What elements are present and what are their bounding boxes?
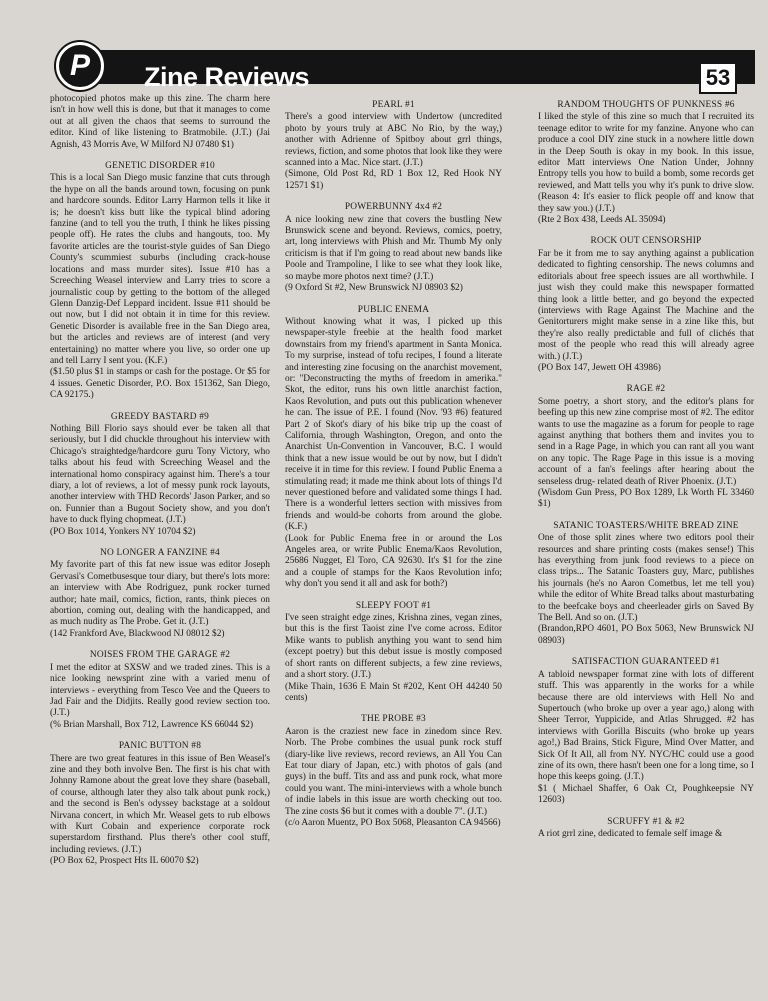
review-contact: $1 ( Michael Shaffer, 6 Oak Ct, Poughkeepsie NY 12603): [538, 783, 754, 806]
review-contact: (c/o Aaron Muentz, PO Box 5068, Pleasanton CA 94566): [285, 817, 501, 828]
review-entry: [50, 412, 270, 538]
review-title: RANDOM THOUGHTS OF PUNKNESS #6: [557, 100, 735, 110]
review-title: RAGE #2: [626, 384, 666, 395]
review-entry: [285, 714, 502, 829]
review-contact: (PO Box 1014, Yonkers NY 10704 $2): [50, 526, 196, 537]
review-entry: [50, 548, 270, 640]
review-entry: [538, 236, 754, 374]
review-title: SATISFACTION GUARANTEED #1: [571, 657, 721, 668]
review-title: GENETIC DISORDER #10: [105, 161, 215, 172]
section-title: Zine Reviews: [144, 62, 310, 92]
review-title: POWERBUNNY 4x4 #2: [344, 202, 443, 213]
review-entry: [538, 657, 754, 806]
column-1: [50, 94, 270, 878]
review-entry: [50, 741, 270, 867]
page-number: 53: [699, 62, 737, 94]
review-body: There are two great features in this issue of Ben Weasel's zine and they both involve Ben. The first is his chat with Johnny Ramone about the great love they share (baseball, of course, although later they also talk about punk rock,) and the second is Ben's odyssey backstage at a soldout Nirvana concert, in which Mr. Weasel gets to rub elbows with Kurt Cobain and experience corporate rock superstardom firsthand. Plus there's other cool stuff, including reviews. (J.T.): [50, 753, 270, 855]
review-entry: [538, 521, 754, 647]
review-title: SLEEPY FOOT #1: [355, 600, 432, 611]
review-entry: [285, 100, 502, 192]
review-body: There's a good interview with Undertow (uncredited photo by yours truly at ABC No Rio, by the way,) another with Adrienne of Spitboy about grrl things, reviews, fiction, and some photos that look like they were scanned into a Mac. Nice start. (J.T.): [285, 112, 502, 169]
review-contact: (PO Box 62, Prospect Hts IL 60070 $2): [50, 856, 199, 867]
review-body: Without knowing what it was, I picked up this newspaper-style freebie at the health food market downstairs from my friend's apartment in Santa Monica. To my surprise, instead of tofu recipes, I found a literate and interesting zine focusing on the anarchist movement, or: "Deconstructing the myths of freedom in amerika." Skot, the editor, runs his own little anarchist faction, Kaos Revolution, and puts out this publication whenever he can. The issue of P.E. I found (Nov. '93 #6) featured Part 2 of Skot's diary of his bike trip up the coast of California, through Washington, Oregon, and onto the Anarchist Un-Convention in Vancouver, B.C. I would think that a new issue would be out by now, but I didn't receive it in time for this review. I found Public Enema a stimulating read; it made me think about lots of things I'd never questioned before and validated some things I had. There is a wonderful letters section with missives from friends and would-be cohorts from around the globe. (K.F.): [285, 316, 502, 533]
review-body: A tabloid newspaper format zine with lots of different stuff. This was apparently in the works for a while because there are old interviews with Hell No and Supertouch (who broke up over a year ago,) along with Sheer Terror, Yuppicide, and Atlas Shrugged. #2 has interviews with Gorilla Biscuits (who broke up years ago!,) Bad Brains, Stick Figure, Mind Over Matter, and Sick Of It All, all from NY. NYC/HC could use a good zine of its own, there hasn't been one for a long time, so I hope this keeps going. (J.T.): [538, 669, 754, 783]
review-body: I liked the style of this zine so much that I recruited its teenage editor to write for my fanzine. Anyone who can produce a cool DIY zine stuck in a nowhere little down in the Deep South is okay in my book. In this issue, editor Matt interviews One Nation Under, Johnny Entropy tells you how to build a bomb, some records get reviewed, and Matt tells you why it's punk to drive slow. (Reason 4: It's easier to flick people off and know that they saw you.) (J.T.): [538, 112, 754, 214]
review-entry: [538, 817, 754, 841]
review-title: ROCK OUT CENSORSHIP: [590, 236, 702, 247]
review-body: My favorite part of this fat new issue was editor Joseph Gervasi's Cometbusesque tour diary, but there's lots more: an interview with Abe Rodriguez, punk rocker turned author; hate mail, comics, fiction, rants, think pieces on abortion, coming out, dealing with the handicapped, and as much nudity as The Probe. Get it. (J.T.): [50, 560, 270, 628]
review-entry: [285, 601, 502, 705]
review-contact: (Rte 2 Box 438, Leeds AL 35094): [538, 215, 666, 226]
review-entry: [50, 161, 270, 402]
review-contact: (PO Box 147, Jewett OH 43986): [538, 362, 661, 373]
review-body: I met the editor at SXSW and we traded zines. This is a nice looking newsprint zine with a varied menu of interviews - everything from Tesco Vee and the Queers to Jad Fair and the Didjits. Really good review section too. (J.T.): [50, 662, 270, 719]
review-body: Some poetry, a short story, and the editor's plans for beefing up this new zine comprise most of #2. The editor wants to use the magazine as a forum for people to rage against anything that bothers them and invites you to send in a Rage Page, in which you can rant all you want on any topic. The Rage Page in this issue is a moving account of a fan's feelings after hearing about the senseless drug- related death of River Phoenix. (J.T.): [538, 396, 754, 487]
review-entry: [285, 305, 502, 591]
review-entry: [538, 384, 754, 510]
review-title: NO LONGER A FANZINE #4: [100, 548, 220, 559]
review-body: Nothing Bill Florio says should ever be taken all that seriously, but I did chuckle throughout his interview with Chicago's straightedge/hardcore guru Tony Victory, who talks about his feud with Screeching Weasel and the international homo conspiracy against him. There's a tour diary, a lot of reviews, a lot of messy punk rock layouts, another interview with THD Records' Jason Parker, and so on. Funnier than a Bugout Society show, and you don't have to duck flying chopmeat. (J.T.): [50, 423, 270, 526]
review-title: THE PROBE #3: [361, 714, 426, 725]
review-body: One of those split zines where two editors pool their resources and share printing costs (makes sense!) This has everything from junk food reviews to a piece on class trips... The Satanic Toasters guy, Marc, publishes his journals (he's no Aaron Cometbus, let me tell you) while the editor of White Bread talks about masturbating to the beefcake boys and cheerleader girls on Saved By The Bell. And so on. (J.T.): [538, 533, 754, 624]
review-title: PEARL #1: [372, 100, 415, 110]
review-contact: (Mike Thain, 1636 E Main St #202, Kent OH 44240 50 cents): [285, 681, 502, 703]
review-title: NOISES FROM THE GARAGE #2: [89, 650, 231, 661]
review-title: SCRUFFY #1 & #2: [607, 816, 685, 827]
review-body: A nice looking new zine that covers the bustling New Brunswick scene and beyond. Reviews, comics, poetry, art, long interviews with Phish and Mr. Thumb My only criticism is that if I'm going to read about new bands like Poole and Trampoline, I like to see what they look like, so maybe more photos next time? (J.T.): [285, 214, 502, 282]
review-title: GREEDY BASTARD #9: [110, 411, 210, 422]
review-entry: [285, 202, 502, 294]
review-title: SATANIC TOASTERS/WHITE BREAD ZINE: [553, 520, 739, 531]
review-contact: (9 Oxford St #2, New Brunswick NJ 08903 $2): [285, 283, 463, 294]
review-contact: (142 Frankford Ave, Blackwood NJ 08012 $2): [50, 628, 225, 639]
review-title: PANIC BUTTON #8: [118, 741, 202, 752]
review-body: Far be it from me to say anything against a publication dedicated to fighting censorship. The news columns and editorials about free speech issues are all worthwhile. I just wish they could make this newspaper formatted thing look a little better, and go beyond the expected (interviews with Rage Against The Machine and the Genitorturers might make sense in a zine like this, but they're also really predictable and full of clichés that most of the people who read this will already agree with.) (J.T.): [538, 248, 754, 362]
review-contact: (% Brian Marshall, Box 712, Lawrence KS 66044 $2): [50, 719, 254, 730]
page-header: [52, 40, 755, 90]
review-title: PUBLIC ENEMA: [357, 304, 430, 315]
review-contact: (Brandon,RPO 4601, PO Box 5063, New Brunswick NJ 08903): [538, 624, 754, 646]
review-entry: [538, 100, 754, 226]
header-bar: [86, 50, 755, 92]
review-body: I've seen straight edge zines, Krishna zines, vegan zines, but this is the first Taoist zine I've come across. Editor Mike wants to publish anything you want to send him (except poetry) but this debut issue is mostly composed of short rants on different subjects, a few zine reviews, and a short story. (J.T.): [285, 613, 502, 681]
review-body: A riot grrl zine, dedicated to female self image &: [538, 828, 723, 839]
column-2: [285, 94, 502, 839]
review-contact: (Look for Public Enema free in or around the Los Angeles area, or write Public Enema/Kaos Revolution, 25686 Nugget, El Toro, CA 92630. It's $1 for the zine and a couple of stamps for the Kaos Revolution info; why don't you send it all and ask for both?): [285, 533, 502, 590]
review-contact: (Simone, Old Post Rd, RD 1 Box 12, Red Hook NY 12571 $1): [285, 169, 502, 191]
review-entry: [50, 650, 270, 731]
logo-icon: P: [56, 42, 104, 90]
column-3: [538, 94, 754, 850]
review-body: Aaron is the craziest new face in zinedom since Rev. Norb. The Probe combines the usual punk rock stuff (diary-like live reviews, record reviews, an All You Can Eat tour diary of Japan, etc.) with photos of gals (and guys) in the buff. Tits and ass and punk rock, what more could you want. The mini-interviews with a whole bunch of indie labels in this issue are worth checking out too. The zine costs $6 but it comes with a double 7". (J.T.): [285, 726, 502, 817]
review-contact: (Wisdom Gun Press, PO Box 1289, Lk Worth FL 33460 $1): [538, 488, 754, 510]
continued-text: photocopied photos make up this zine. The charm here isn't in how well this is done, but that it manages to come out at all given the chaos that seems to surround the editor. Kind of like listening to Bratmobile. (J.T.) (Jai Agnish, 43 Morris Ave, W Milford NJ 07480 $1): [50, 94, 270, 150]
review-body: This is a local San Diego music fanzine that cuts through the hype on all the bands around town, focusing on punk and hardcore sounds. Editor Larry Harmon tells it like it is; he doesn't kiss butt like the typical blind adoring fanzine (and to tell you the truth, I think he likes pissing people off). He rates the clubs and hangouts, too. My favorite articles are the tourist-style guides of San Diego County's scummiest suburbs (including crack-house locations and mass murder sites). Issue #10 has a Screeching Weasel interview and Larry tries to score a journalistic coup by getting to the bottom of the alleged Glenn Danzig-Def Leppard incident. Issue #11 should be out now, but I did not obtain it in time for this review. Genetic Disorder is available free in the San Diego area, but the articles and reviews are of interest (and very entertaining) no matter where you live, so order one up and tell Larry I sent you. (K.F.): [50, 173, 270, 366]
review-contact: ($1.50 plus $1 in stamps or cash for the postage. Or $5 for 4 issues. Genetic Disorder, P.O. Box 151362, San Diego, CA 92175.): [50, 367, 270, 401]
